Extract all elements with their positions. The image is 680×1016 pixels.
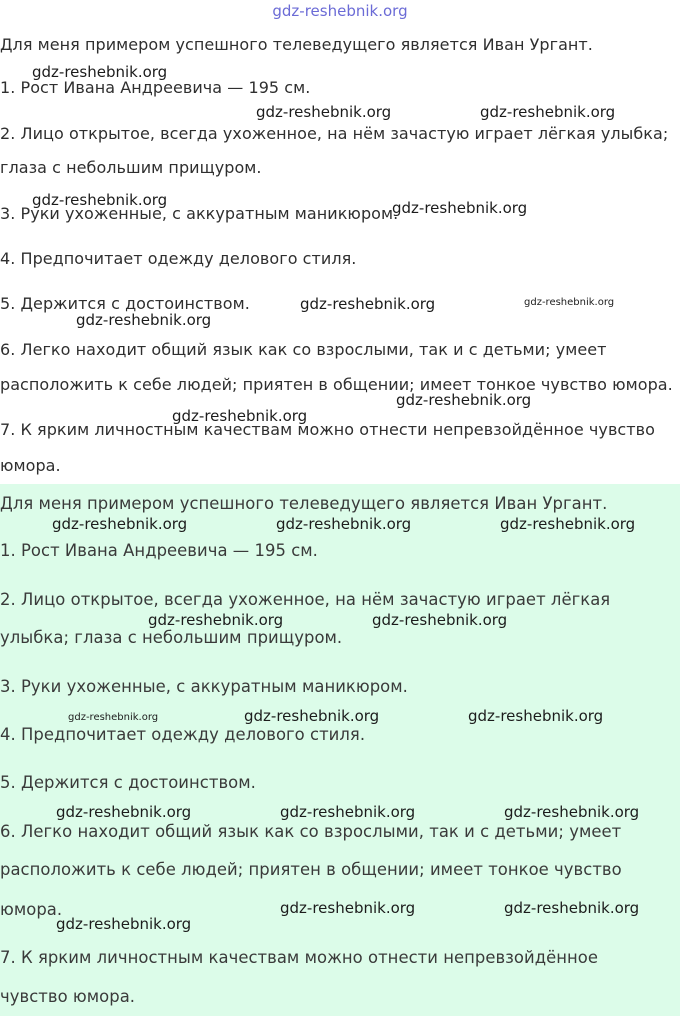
text-line: 4. Предпочитает одежду делового стиля.	[0, 725, 366, 744]
site-header[interactable]: gdz-reshebnik.org	[272, 2, 408, 20]
watermark-text: gdz-reshebnik.org	[276, 515, 412, 533]
watermark-text: gdz-reshebnik.org	[56, 803, 192, 821]
text-line: юмора.	[0, 456, 61, 475]
watermark-text: gdz-reshebnik.org	[172, 407, 308, 425]
watermark-text: gdz-reshebnik.org	[392, 199, 528, 217]
watermark-text: gdz-reshebnik.org	[148, 611, 284, 629]
text-line: 1. Рост Ивана Андреевича — 195 см.	[0, 541, 318, 560]
text-line: 2. Лицо открытое, всегда ухоженное, на нём зачастую играет лёгкая улыбка;	[0, 124, 669, 143]
watermark-text: gdz-reshebnik.org	[280, 899, 416, 917]
watermark-text: gdz-reshebnik.org	[504, 899, 640, 917]
text-line: юмора.	[0, 900, 63, 919]
text-line: 5. Держится с достоинством.	[0, 773, 256, 792]
text-line: расположить к себе людей; приятен в общении; имеет тонкое чувство юмора.	[0, 375, 673, 394]
text-line: 6. Легко находит общий язык как со взрослыми, так и с детьми; умеет	[0, 822, 622, 841]
watermark-text: gdz-reshebnik.org	[76, 311, 212, 329]
watermark-text: gdz-reshebnik.org	[256, 103, 392, 121]
watermark-text: gdz-reshebnik.org	[468, 707, 604, 725]
text-line: расположить к себе людей; приятен в общении; имеет тонкое чувство	[0, 860, 622, 879]
answer-block-bottom	[0, 484, 680, 1016]
text-line: 3. Руки ухоженные, с аккуратным маникюром.	[0, 204, 399, 223]
intro-line: Для меня примером успешного телеведущего является Иван Ургант.	[0, 35, 593, 54]
text-line: 7. К ярким личностным качествам можно отнести непревзойдённое чувство	[0, 420, 655, 439]
text-line: глаза с небольшим прищуром.	[0, 158, 262, 177]
text-line: 1. Рост Ивана Андреевича — 195 см.	[0, 78, 311, 97]
watermark-text: gdz-reshebnik.org	[372, 611, 508, 629]
text-line: 4. Предпочитает одежду делового стиля.	[0, 249, 357, 268]
watermark-text: gdz-reshebnik.org	[300, 295, 436, 313]
text-line: 6. Легко находит общий язык как со взрослыми, так и с детьми; умеет	[0, 340, 607, 359]
watermark-text: gdz-reshebnik.org	[504, 803, 640, 821]
text-line: 7. К ярким личностным качествам можно отнести непревзойдённое	[0, 948, 598, 967]
watermark-text: gdz-reshebnik.org	[52, 515, 188, 533]
watermark-text: gdz-reshebnik.org	[280, 803, 416, 821]
watermark-text: gdz-reshebnik.org	[396, 391, 532, 409]
text-line: 3. Руки ухоженные, с аккуратным маникюром.	[0, 677, 408, 696]
text-line: чувство юмора.	[0, 987, 136, 1006]
text-line: 2. Лицо открытое, всегда ухоженное, на нём зачастую играет лёгкая	[0, 590, 611, 609]
watermark-text: gdz-reshebnik.org	[244, 707, 380, 725]
watermark-text: gdz-reshebnik.org	[68, 712, 159, 723]
text-line: улыбка; глаза с небольшим прищуром.	[0, 628, 343, 647]
intro-line: Для меня примером успешного телеведущего является Иван Ургант.	[0, 494, 608, 513]
text-line: 5. Держится с достоинством.	[0, 294, 250, 313]
watermark-text: gdz-reshebnik.org	[32, 191, 168, 209]
watermark-text: gdz-reshebnik.org	[480, 103, 616, 121]
watermark-text: gdz-reshebnik.org	[32, 63, 168, 81]
watermark-text: gdz-reshebnik.org	[56, 915, 192, 933]
answer-block-top	[0, 0, 680, 484]
watermark-text: gdz-reshebnik.org	[524, 297, 615, 308]
watermark-text: gdz-reshebnik.org	[500, 515, 636, 533]
